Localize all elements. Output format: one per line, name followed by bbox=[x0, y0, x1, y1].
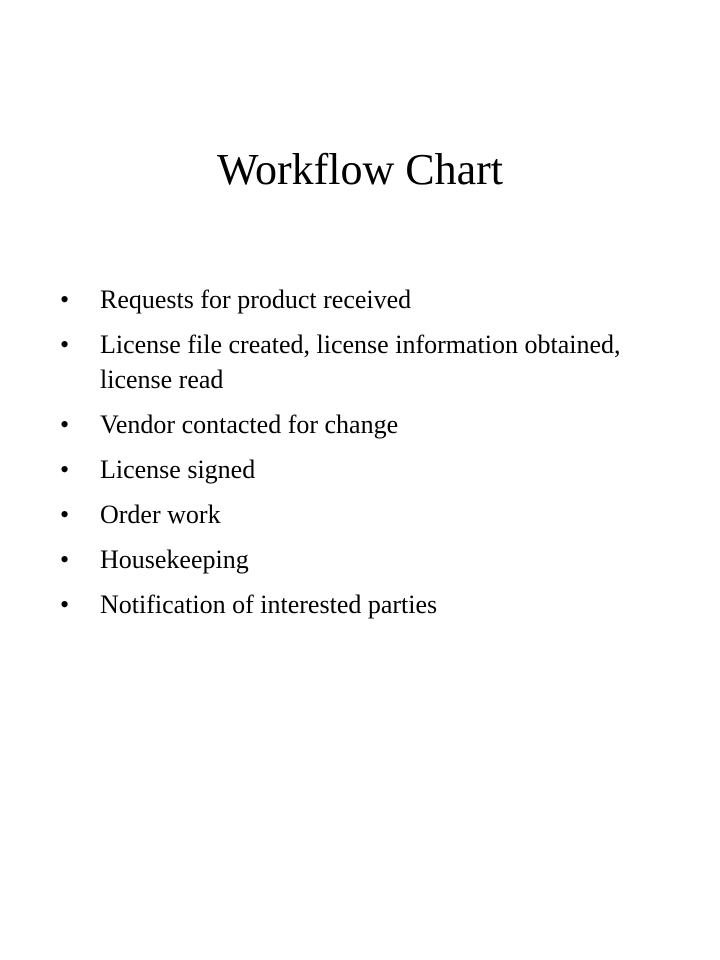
bullet-icon: • bbox=[60, 330, 70, 359]
bullet-text: Vendor contacted for change bbox=[100, 410, 399, 439]
bullet-list bbox=[60, 282, 660, 632]
bullet-icon: • bbox=[60, 590, 70, 619]
bullet-text: License file created, license information obtained, license read bbox=[100, 330, 621, 394]
bullet-text: Order work bbox=[100, 500, 221, 529]
bullet-icon: • bbox=[60, 500, 70, 529]
bullet-text: License signed bbox=[100, 455, 256, 484]
bullet-item bbox=[60, 452, 660, 487]
bullet-item bbox=[60, 587, 660, 622]
slide-title: Workflow Chart bbox=[216, 145, 504, 194]
bullet-text: Notification of interested parties bbox=[100, 590, 438, 619]
bullet-item bbox=[60, 282, 660, 317]
bullet-item bbox=[60, 542, 660, 577]
bullet-icon: • bbox=[60, 410, 70, 439]
bullet-text: Housekeeping bbox=[100, 545, 249, 574]
bullet-icon: • bbox=[60, 285, 70, 314]
bullet-item bbox=[60, 327, 660, 397]
bullet-item bbox=[60, 497, 660, 532]
bullet-item bbox=[60, 407, 660, 442]
bullet-text: Requests for product received bbox=[100, 285, 412, 314]
bullet-icon: • bbox=[60, 455, 70, 484]
bullet-icon: • bbox=[60, 545, 70, 574]
